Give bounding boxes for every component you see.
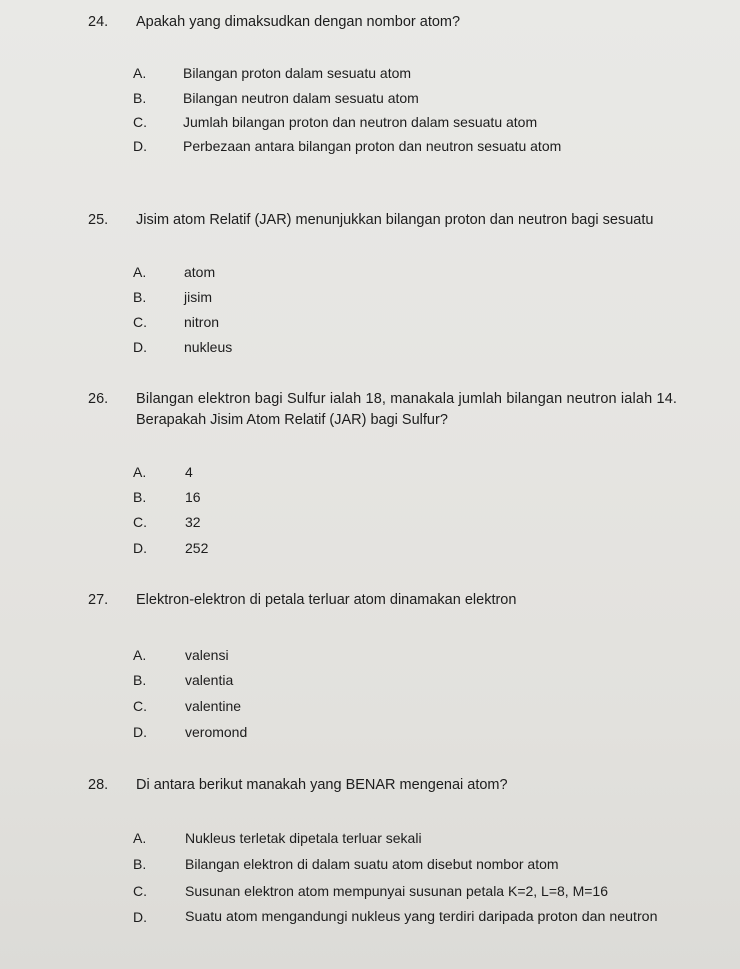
option-letter: A.: [133, 830, 147, 846]
question-number: 24.: [88, 14, 109, 30]
option-text: valensi: [185, 647, 229, 663]
option-letter: A.: [133, 647, 147, 663]
option-text: valentine: [185, 698, 242, 714]
option-letter: D.: [133, 724, 147, 740]
option-letter: A.: [133, 464, 147, 480]
question-number: 27.: [88, 592, 109, 608]
option-letter: D.: [133, 540, 147, 556]
option-letter: A.: [133, 65, 147, 81]
option-letter: B.: [133, 856, 147, 872]
option-letter: B.: [133, 90, 147, 106]
question-text: Elektron-elektron di petala terluar atom dinamakan elektron: [136, 592, 517, 608]
option-text: Susunan elektron atom mempunyai susunan petala K=2, L=8, M=16: [185, 883, 608, 899]
option-text: valentia: [185, 672, 234, 688]
option-letter: D.: [133, 138, 147, 154]
option-letter: D.: [133, 909, 147, 925]
option-letter: C.: [133, 883, 147, 899]
option-text: 16: [185, 489, 201, 505]
option-text: Bilangan proton dalam sesuatu atom: [183, 65, 412, 81]
option-letter: C.: [133, 314, 147, 330]
option-text: 4: [185, 464, 193, 480]
option-letter: C.: [133, 114, 147, 130]
option-text: Suatu atom mengandungi nukleus yang terdiri daripada proton dan neutron: [185, 909, 658, 925]
option-text: 252: [185, 540, 209, 556]
option-text: Nukleus terletak dipetala terluar sekali: [185, 830, 422, 846]
question-text: Apakah yang dimaksudkan dengan nombor atom?: [136, 14, 461, 30]
question-text: Bilangan elektron bagi Sulfur ialah 18, manakala jumlah bilangan neutron ialah 14.: [136, 391, 678, 407]
option-letter: C.: [133, 698, 147, 714]
question-text: Di antara berikut manakah yang BENAR mengenai atom?: [136, 777, 508, 793]
option-text: atom: [184, 264, 216, 280]
option-text: Bilangan neutron dalam sesuatu atom: [183, 90, 419, 106]
option-text: 32: [185, 514, 201, 530]
option-text: Jumlah bilangan proton dan neutron dalam sesuatu atom: [183, 114, 538, 130]
question-number: 28.: [88, 777, 109, 793]
option-text: nukleus: [184, 339, 233, 355]
option-letter: C.: [133, 514, 147, 530]
option-text: veromond: [185, 724, 248, 740]
option-text: Perbezaan antara bilangan proton dan neutron sesuatu atom: [183, 138, 562, 154]
option-letter: B.: [133, 672, 147, 688]
question-number: 26.: [88, 391, 109, 407]
option-text: jisim: [184, 289, 212, 305]
question-text: Jisim atom Relatif (JAR) menunjukkan bilangan proton dan neutron bagi sesuatu: [136, 212, 654, 228]
option-text: Bilangan elektron di dalam suatu atom disebut nombor atom: [185, 856, 559, 872]
option-letter: B.: [133, 489, 147, 505]
option-letter: B.: [133, 289, 147, 305]
question-number: 25.: [88, 212, 109, 228]
option-letter: D.: [133, 339, 147, 355]
question-text-line-2: Berapakah Jisim Atom Relatif (JAR) bagi Sulfur?: [136, 412, 448, 428]
option-letter: A.: [133, 264, 147, 280]
option-text: nitron: [184, 314, 220, 330]
